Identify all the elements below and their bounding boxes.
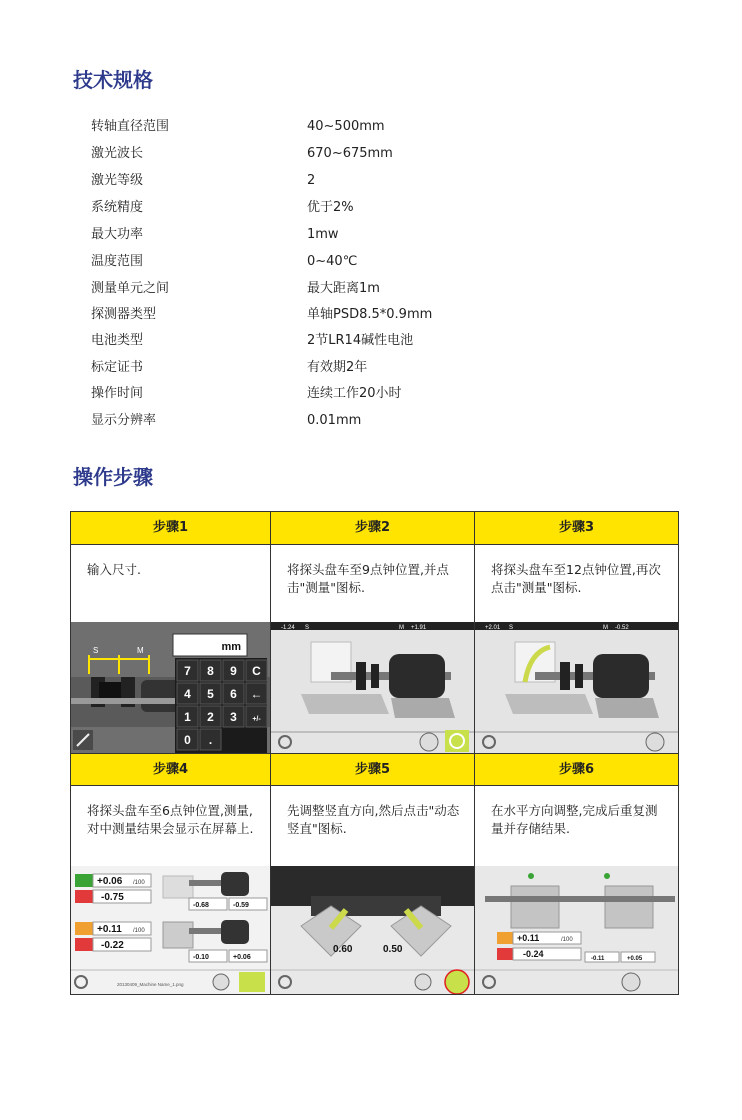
spec-key: 电池类型 [91, 333, 144, 348]
s6-rb: +0.05 [627, 956, 643, 962]
spec-value: 最大距离1m [307, 281, 380, 296]
s2-left-readout: -1.24 [281, 625, 295, 631]
s4-r2a: -0.10 [193, 954, 209, 961]
s6-v1-unit: /100 [561, 937, 573, 943]
step-3-screen [475, 622, 678, 753]
step-4-header: 步骤4 [71, 753, 271, 786]
spec-heading: 技术规格 [73, 68, 153, 92]
s2-right-tag: M [399, 625, 404, 631]
keypad-key-label: 8 [207, 664, 214, 678]
s4-v1: +0.06 [97, 876, 123, 887]
spec-value: 优于2% [307, 200, 354, 215]
s2-left-tag: S [305, 625, 310, 631]
s4-filename: 20130409_Machine Name_1.png [117, 982, 184, 987]
s4-v1-unit: /100 [133, 880, 145, 886]
spec-value: 0.01mm [307, 413, 362, 428]
keypad-key-label: 7 [184, 664, 191, 678]
s4-r2b: +0.06 [233, 954, 251, 961]
keypad-key-label: 2 [207, 710, 214, 724]
spec-value: 40~500mm [307, 119, 385, 134]
spec-key: 显示分辨率 [91, 413, 157, 428]
keypad-key-label: C [252, 664, 261, 678]
s2-right-readout: +1.91 [411, 625, 427, 631]
step-1-text: 输入尺寸. [71, 545, 271, 622]
s1-unit: mm [221, 641, 241, 653]
step-6-screen [475, 866, 678, 994]
steps-table [70, 511, 679, 995]
s3-left-readout: +2.01 [485, 625, 501, 631]
spec-value: 连续工作20小时 [307, 386, 402, 401]
s6-v2: -0.24 [523, 949, 544, 959]
step-4-screen [71, 866, 271, 994]
spec-value: 单轴PSD8.5*0.9mm [307, 307, 433, 322]
spec-value: 2节LR14碱性电池 [307, 333, 414, 348]
s4-v3: +0.11 [97, 924, 122, 935]
step-1-screen [71, 622, 271, 753]
keypad-key-label: ← [250, 687, 263, 701]
step-2-header: 步骤2 [271, 512, 475, 545]
step-3-header: 步骤3 [475, 512, 678, 545]
spec-key: 激光波长 [91, 146, 144, 161]
step-3-text: 将探头盘车至12点钟位置,再次点击"测量"图标. [475, 545, 678, 622]
keypad-key-label: 6 [230, 687, 237, 701]
step-2-text: 将探头盘车至9点钟位置,并点击"测量"图标. [271, 545, 475, 622]
spec-key: 测量单元之间 [91, 281, 170, 296]
keypad-key-label: . [208, 733, 213, 747]
s6-v1: +0.11 [517, 933, 540, 943]
step-2-screen [271, 622, 475, 753]
spec-value: 670~675mm [307, 146, 393, 161]
spec-key: 温度范围 [91, 254, 144, 269]
step-5-header: 步骤5 [271, 753, 475, 786]
spec-value: 1mw [307, 227, 339, 242]
s3-right-readout: -0.52 [615, 625, 629, 631]
step-5-text: 先调整竖直方向,然后点击"动态竖直"图标. [271, 786, 475, 866]
s5-right: 0.50 [383, 944, 403, 955]
keypad-key-label: 3 [230, 710, 237, 724]
step-5-screen [271, 866, 475, 994]
s4-v4: -0.22 [101, 940, 124, 951]
steps-heading: 操作步骤 [73, 465, 153, 489]
s4-r1a: -0.68 [193, 902, 209, 909]
spec-key: 激光等级 [91, 173, 144, 188]
keypad-key-label: 4 [184, 687, 191, 701]
step-4-text: 将探头盘车至6点钟位置,测量,对中测量结果会显示在屏幕上. [71, 786, 271, 866]
s4-v3-unit: /100 [133, 928, 145, 934]
s6-ra: -0.11 [591, 956, 605, 962]
step-6-text: 在水平方向调整,完成后重复测量并存储结果. [475, 786, 678, 866]
step-1-header: 步骤1 [71, 512, 271, 545]
s4-r1b: -0.59 [233, 902, 249, 909]
keypad-key-label: 9 [230, 664, 237, 678]
spec-key: 最大功率 [91, 227, 144, 242]
step-6-header: 步骤6 [475, 753, 678, 786]
spec-value: 2 [307, 173, 316, 188]
s4-v2: -0.75 [101, 892, 124, 903]
keypad-key-label: 0 [184, 733, 191, 747]
spec-key: 探测器类型 [91, 307, 157, 322]
s1-s-label: S [93, 646, 99, 655]
spec-key: 系统精度 [91, 200, 144, 215]
keypad-key-label: 1 [184, 710, 191, 724]
keypad-key-label: +/- [252, 716, 261, 723]
s3-right-tag: M [603, 625, 608, 631]
s5-left: 0.60 [333, 944, 353, 955]
s1-m-label: M [137, 646, 144, 655]
spec-value: 0~40℃ [307, 254, 358, 269]
s3-left-tag: S [509, 625, 514, 631]
spec-key: 标定证书 [91, 360, 144, 375]
spec-key: 转轴直径范围 [91, 119, 170, 134]
spec-key: 操作时间 [91, 386, 144, 401]
keypad-key-label: 5 [207, 687, 214, 701]
spec-value: 有效期2年 [307, 360, 368, 375]
